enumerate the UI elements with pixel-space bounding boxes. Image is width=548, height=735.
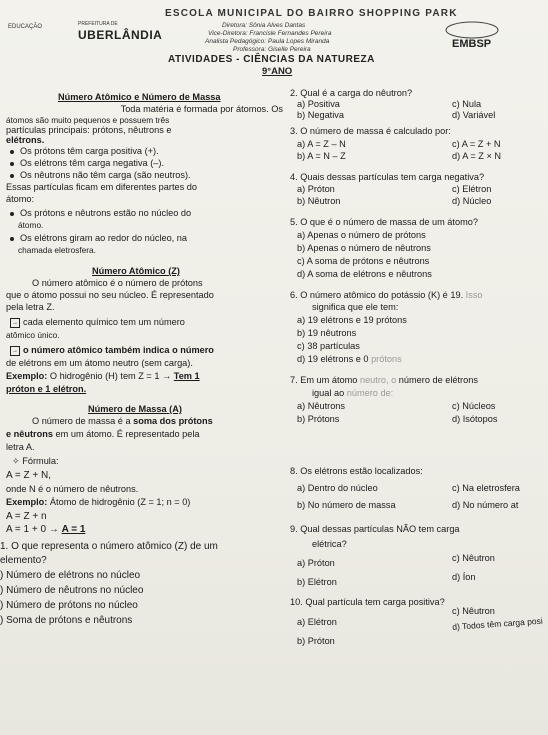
text-line: pela letra Z.: [6, 302, 55, 312]
text-line: letra A.: [6, 442, 35, 452]
activity-title: ATIVIDADES - CIÊNCIAS DA NATUREZA: [168, 54, 375, 65]
text-line: chamada eletrosfera.: [18, 245, 96, 255]
option-d: d) Todos têm carga posi: [452, 615, 544, 632]
bullet-text: Os prótons e nêutrons estão no núcleo do: [20, 208, 192, 218]
question-2: 2. Qual é a carga do nêutron?: [290, 88, 413, 98]
option-c: c) Núcleos: [452, 401, 496, 411]
text-line: átomo:: [6, 194, 35, 204]
option-c: c) A soma de prótons e nêutrons: [297, 256, 430, 266]
option-d: d) A soma de elétrons e nêutrons: [297, 269, 432, 279]
arrow-text: cada elemento químico tem um número: [23, 317, 185, 327]
question-9: 9. Qual dessas partículas NÃO tem carga: [290, 524, 460, 534]
grade-label: 9°ANO: [262, 66, 293, 77]
option-c: c) A = Z + N: [452, 139, 501, 149]
text-line: onde N é o número de nêutrons.: [6, 484, 139, 494]
question-text-faded: número de:: [346, 388, 394, 398]
option-c: c) Nula: [452, 99, 482, 109]
option-b: b) Negativa: [297, 110, 344, 120]
formula-item: [12, 456, 59, 467]
option-d: [297, 354, 402, 364]
text-line: que o átomo possui no seu núcleo. É representado: [6, 290, 214, 300]
option-b: b) 19 nêutrons: [297, 328, 357, 338]
logo-educacao: EDUCAÇÃO: [8, 24, 43, 30]
question-text-faded: Isso: [465, 290, 483, 300]
option-d: d) Núcleo: [452, 196, 492, 206]
question-7-cont: [312, 388, 393, 398]
section-title-mass-number: Número de Massa (A): [88, 404, 182, 414]
arrow-text: o número atômico também indica o número: [23, 345, 214, 355]
bullet-text: Os elétrons giram ao redor do núcleo, na: [20, 233, 187, 243]
question-4: 4. Quais dessas partículas tem carga negativa?: [290, 172, 485, 182]
option-b: ) Número de nêutrons no núcleo: [0, 585, 144, 596]
question-text: igual ao: [312, 388, 347, 398]
text-line: Essas partículas ficam em diferentes partes do: [6, 182, 197, 192]
text-line: próton e 1 elétron.: [6, 384, 87, 394]
option-a: ) Número de elétrons no núcleo: [0, 570, 141, 581]
text-line: partículas principais: prótons, nêutrons e: [6, 125, 172, 135]
question-text: 7. Em um átomo: [290, 375, 360, 385]
question-5: 5. O que é o número de massa de um átomo?: [290, 217, 478, 227]
bullet-icon: [10, 212, 14, 216]
text-line: atômico único.: [6, 330, 60, 340]
bullet-text: Os nêutrons não têm carga (são neutros).: [20, 170, 191, 180]
vice-director-line: Vice-Diretora: Francisle Fernandes Pereira: [208, 30, 332, 37]
option-d: d) Íon: [452, 572, 476, 582]
section-title-atomic-number-mass: Número Atômico e Número de Massa: [58, 92, 221, 102]
formula-part: A = 1: [61, 524, 86, 535]
question-text: 6. O número atômico do potássio (K) é 19.: [290, 290, 466, 300]
question-8: 8. Os elétrons estão localizados:: [290, 466, 423, 476]
question-7: [290, 375, 478, 385]
option-a: a) Próton: [297, 558, 335, 568]
example-text: Átomo de hidrogênio (Z = 1; n = 0): [49, 497, 191, 507]
question-1-cont: elemento?: [0, 555, 47, 566]
bullet-item: [10, 233, 187, 243]
option-d: d) Variável: [452, 110, 496, 120]
option-c: c) Elétron: [452, 184, 492, 194]
arrow-item: [10, 345, 214, 356]
text-line: [6, 371, 200, 381]
text-part: O número de massa é a: [32, 416, 134, 426]
option-b: b) Nêutron: [297, 196, 341, 206]
text-line: átomos são muito pequenos e possuem três: [6, 115, 170, 125]
option-a: a) Dentro do núcleo: [297, 483, 378, 493]
bullet-icon: [10, 174, 14, 178]
question-10: 10. Qual partícula tem carga positiva?: [290, 597, 445, 607]
option-c: c) Na eletrosfera: [452, 483, 520, 493]
text-part: e nêutrons: [6, 429, 53, 439]
text-line: [6, 497, 190, 507]
option-b: b) Apenas o número de nêutrons: [297, 243, 431, 253]
example-text: O hidrogênio (H) tem Z = 1 →: [49, 371, 172, 381]
bullet-icon: [10, 237, 14, 241]
question-6: [290, 290, 483, 300]
bullet-item: [10, 146, 159, 156]
option-a: a) 19 elétrons e 19 prótons: [297, 315, 407, 325]
text-line: átomo.: [18, 220, 44, 230]
option-d: ) Soma de prótons e nêutrons: [0, 615, 133, 626]
sparkle-icon: ✧: [12, 456, 23, 466]
bullet-item: [10, 208, 191, 218]
option-a: a) Positiva: [297, 99, 340, 109]
question-text-faded: neutro, o: [359, 375, 397, 385]
formula-label: Fórmula:: [22, 456, 59, 466]
embsp-logo-icon: [432, 20, 512, 50]
option-text-faded: prótons: [371, 354, 402, 364]
logo-uberlandia: UBERLÂNDIA: [78, 28, 163, 42]
example-result: Tem 1: [173, 371, 200, 381]
embsp-logo-text: EMBSP: [452, 38, 492, 50]
text-part: em um átomo. É representado pela: [52, 429, 200, 439]
formula: A = Z + N,: [6, 470, 52, 481]
text-part: soma dos prótons: [133, 416, 213, 426]
question-1: 1. O que representa o número atômico (Z) de um: [0, 541, 218, 552]
example-label: Exemplo:: [6, 497, 48, 507]
option-a: a) A = Z – N: [297, 139, 346, 149]
director-line: Diretora: Sônia Alves Dantas: [222, 22, 306, 29]
option-c: c) Nêutron: [452, 553, 495, 563]
school-name: ESCOLA MUNICIPAL DO BAIRRO SHOPPING PARK: [165, 8, 458, 19]
arrow-box-icon: →: [12, 347, 18, 354]
option-c: c) 38 partículas: [297, 341, 360, 351]
option-c: ) Número de prótons no núcleo: [0, 600, 138, 611]
bullet-item: [10, 158, 164, 168]
option-text: d) 19 elétrons e 0: [297, 354, 372, 364]
option-a: a) Próton: [297, 184, 335, 194]
text-line: de elétrons em um átomo neutro (sem carga).: [6, 358, 193, 368]
bullet-item: [10, 170, 191, 180]
question-text: número de elétrons: [396, 375, 478, 385]
section-title-atomic-number: Número Atômico (Z): [92, 266, 180, 276]
bullet-text: Os prótons têm carga positiva (+).: [20, 146, 159, 156]
option-a: a) Elétron: [297, 617, 337, 627]
formula-part: A = 1 + 0 →: [6, 524, 59, 535]
text-line: O número atômico é o número de prótons: [32, 278, 203, 288]
option-d: d) No número at: [452, 500, 519, 510]
text-line: [6, 429, 200, 439]
question-6-cont: significa que ele tem:: [312, 302, 399, 312]
option-c: c) Nêutron: [452, 606, 495, 616]
option-b: b) No número de massa: [297, 500, 396, 510]
formula: [6, 524, 85, 535]
option-b: b) Prótons: [297, 414, 340, 424]
logo-prefeitura: PREFEITURA DE: [78, 21, 118, 27]
arrow-item: [10, 317, 185, 328]
text-line: Toda matéria é formada por átomos. Os: [120, 104, 283, 114]
bullet-icon: [10, 162, 14, 166]
option-d: d) A = Z × N: [452, 151, 502, 161]
question-3: 3. O número de massa é calculado por:: [290, 126, 451, 136]
teacher-line: Professora: Giselle Pereira: [233, 46, 311, 53]
question-9-cont: elétrica?: [312, 539, 347, 549]
option-a: a) Apenas o número de prótons: [297, 230, 426, 240]
text-line: elétrons.: [6, 135, 45, 145]
option-d: d) Isótopos: [452, 414, 498, 424]
option-a: a) Nêutrons: [297, 401, 346, 411]
option-b: b) A = N – Z: [297, 151, 346, 161]
arrow-box-icon: →: [12, 319, 18, 326]
formula: A = Z + n: [6, 511, 47, 522]
pedagogical-analyst-line: Analista Pedagógico: Paula Lopes Miranda: [205, 38, 330, 45]
text-line: [32, 416, 213, 426]
example-label: Exemplo:: [6, 371, 48, 381]
bullet-icon: [10, 150, 14, 154]
option-b: b) Próton: [297, 636, 335, 646]
option-b: b) Elétron: [297, 577, 337, 587]
bullet-text: Os elétrons têm carga negativa (–).: [20, 158, 165, 168]
